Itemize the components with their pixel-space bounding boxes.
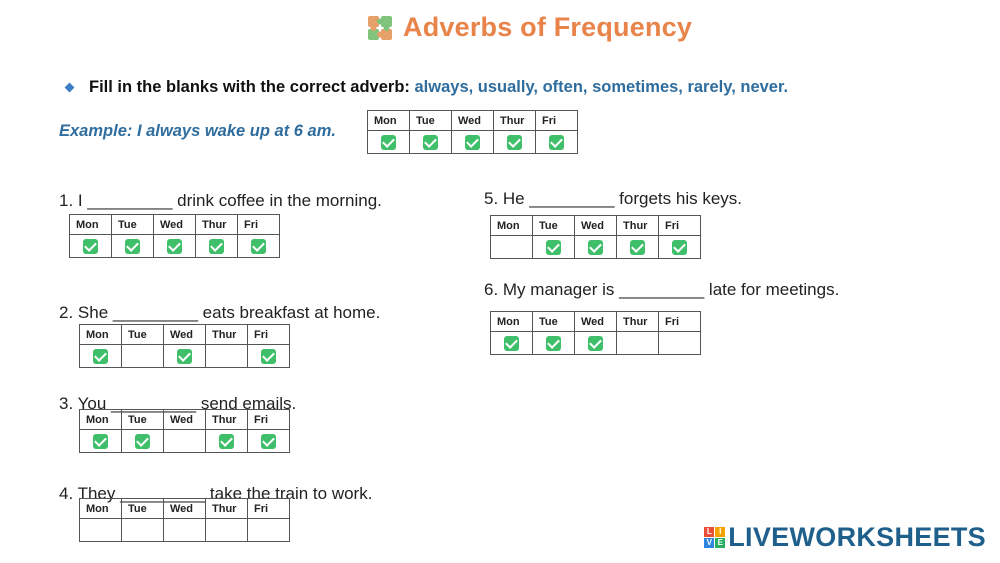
checkmark-icon bbox=[209, 239, 224, 254]
checkmark-icon bbox=[381, 135, 396, 150]
question-4-cell-tue bbox=[122, 519, 164, 542]
title-area bbox=[365, 12, 692, 43]
checkmark-icon bbox=[504, 336, 519, 351]
example-cell-tue bbox=[410, 131, 452, 154]
checkmark-icon bbox=[93, 434, 108, 449]
question-6-cell-fri bbox=[659, 332, 701, 355]
question-5-day-tue: Tue bbox=[533, 216, 575, 236]
question-6-day-thur: Thur bbox=[617, 312, 659, 332]
instruction bbox=[66, 78, 788, 97]
question-2-day-mon: Mon bbox=[80, 325, 122, 345]
question-3-cell-fri bbox=[248, 430, 290, 453]
example-cell-thur bbox=[494, 131, 536, 154]
checkmark-icon bbox=[588, 336, 603, 351]
question-3-day-table bbox=[79, 409, 290, 453]
question-2-day-wed: Wed bbox=[164, 325, 206, 345]
question-5-day-table bbox=[490, 215, 701, 259]
question-1: 1. I _________ drink coffee in the morning. bbox=[59, 191, 382, 210]
example-day-table bbox=[367, 110, 578, 154]
question-5-check-row bbox=[491, 236, 701, 259]
question-5: 5. He _________ forgets his keys. bbox=[484, 189, 742, 208]
question-3-day-fri: Fri bbox=[248, 410, 290, 430]
question-6-header-row bbox=[491, 312, 701, 332]
question-6-cell-thur bbox=[617, 332, 659, 355]
question-5-day-thur: Thur bbox=[617, 216, 659, 236]
question-1-cell-thur bbox=[196, 235, 238, 258]
checkmark-icon bbox=[423, 135, 438, 150]
question-2-cell-mon bbox=[80, 345, 122, 368]
example-cell-wed bbox=[452, 131, 494, 154]
question-4-day-fri: Fri bbox=[248, 499, 290, 519]
question-4-day-wed: Wed bbox=[164, 499, 206, 519]
question-1-day-tue: Tue bbox=[112, 215, 154, 235]
checkmark-icon bbox=[465, 135, 480, 150]
question-2-cell-tue bbox=[122, 345, 164, 368]
question-5-header-row bbox=[491, 216, 701, 236]
question-3-day-tue: Tue bbox=[122, 410, 164, 430]
question-3-cell-wed bbox=[164, 430, 206, 453]
question-4-day-table bbox=[79, 498, 290, 542]
question-4-day-tue: Tue bbox=[122, 499, 164, 519]
question-2-day-table bbox=[79, 324, 290, 368]
example-day-tue: Tue bbox=[410, 111, 452, 131]
checkmark-icon bbox=[588, 240, 603, 255]
brand-name: LIVEWORKSHEETS bbox=[728, 522, 986, 552]
question-5-cell-fri bbox=[659, 236, 701, 259]
question-3: 3. You _________ send emails. bbox=[59, 394, 297, 413]
question-6-check-row bbox=[491, 332, 701, 355]
question-3-day-wed: Wed bbox=[164, 410, 206, 430]
checkmark-icon bbox=[672, 240, 687, 255]
logo-letter-tile: L bbox=[704, 527, 714, 537]
page-title: Adverbs of Frequency bbox=[403, 12, 693, 42]
question-4-cell-wed bbox=[164, 519, 206, 542]
logo-letter-tile: E bbox=[715, 538, 725, 548]
logo-letter-tile: I bbox=[715, 527, 725, 537]
question-1-header-row bbox=[70, 215, 280, 235]
question-6-day-fri: Fri bbox=[659, 312, 701, 332]
example-day-fri: Fri bbox=[536, 111, 578, 131]
question-6-day-wed: Wed bbox=[575, 312, 617, 332]
question-3-check-row bbox=[80, 430, 290, 453]
question-1-check-row bbox=[70, 235, 280, 258]
checkmark-icon bbox=[261, 434, 276, 449]
logo-grid-icon bbox=[704, 527, 725, 548]
liveworksheets-logo[interactable] bbox=[704, 522, 986, 553]
checkmark-icon bbox=[167, 239, 182, 254]
checkmark-icon bbox=[630, 240, 645, 255]
checkmark-icon bbox=[135, 434, 150, 449]
question-1-day-mon: Mon bbox=[70, 215, 112, 235]
example-header-row bbox=[368, 111, 578, 131]
question-2-cell-fri bbox=[248, 345, 290, 368]
question-1-day-table bbox=[69, 214, 280, 258]
checkmark-icon bbox=[83, 239, 98, 254]
question-1-day-thur: Thur bbox=[196, 215, 238, 235]
question-1-cell-tue bbox=[112, 235, 154, 258]
question-6-cell-tue bbox=[533, 332, 575, 355]
example-check-row bbox=[368, 131, 578, 154]
question-2-cell-wed bbox=[164, 345, 206, 368]
instruction-lead: Fill in the blanks with the correct adverb: bbox=[89, 78, 410, 96]
question-2-day-fri: Fri bbox=[248, 325, 290, 345]
question-3-header-row bbox=[80, 410, 290, 430]
checkmark-icon bbox=[546, 336, 561, 351]
question-2-check-row bbox=[80, 345, 290, 368]
question-4-header-row bbox=[80, 499, 290, 519]
question-4: 4. They _________ take the train to work. bbox=[59, 484, 373, 503]
question-3-day-thur: Thur bbox=[206, 410, 248, 430]
question-2-cell-thur bbox=[206, 345, 248, 368]
example-cell-mon bbox=[368, 131, 410, 154]
question-4-cell-fri bbox=[248, 519, 290, 542]
question-5-cell-tue bbox=[533, 236, 575, 259]
question-4-day-mon: Mon bbox=[80, 499, 122, 519]
question-6-day-tue: Tue bbox=[533, 312, 575, 332]
question-1-day-wed: Wed bbox=[154, 215, 196, 235]
checkmark-icon bbox=[549, 135, 564, 150]
adverb-list: always, usually, often, sometimes, rarely, never. bbox=[414, 78, 789, 96]
puzzle-icon bbox=[365, 13, 395, 43]
example-day-mon: Mon bbox=[368, 111, 410, 131]
question-2-day-thur: Thur bbox=[206, 325, 248, 345]
question-6-day-table bbox=[490, 311, 701, 355]
question-2: 2. She _________ eats breakfast at home. bbox=[59, 303, 381, 322]
question-6: 6. My manager is _________ late for meetings. bbox=[484, 280, 840, 299]
question-6-day-mon: Mon bbox=[491, 312, 533, 332]
question-4-check-row bbox=[80, 519, 290, 542]
example-day-wed: Wed bbox=[452, 111, 494, 131]
question-4-day-thur: Thur bbox=[206, 499, 248, 519]
bullet-diamond-icon bbox=[65, 83, 75, 93]
question-1-cell-wed bbox=[154, 235, 196, 258]
question-3-cell-thur bbox=[206, 430, 248, 453]
checkmark-icon bbox=[261, 349, 276, 364]
question-6-cell-mon bbox=[491, 332, 533, 355]
logo-letter-tile: V bbox=[704, 538, 714, 548]
checkmark-icon bbox=[546, 240, 561, 255]
question-1-day-fri: Fri bbox=[238, 215, 280, 235]
question-4-cell-mon bbox=[80, 519, 122, 542]
question-5-day-wed: Wed bbox=[575, 216, 617, 236]
example-day-thur: Thur bbox=[494, 111, 536, 131]
question-2-header-row bbox=[80, 325, 290, 345]
question-1-cell-fri bbox=[238, 235, 280, 258]
checkmark-icon bbox=[125, 239, 140, 254]
example-sentence: Example: I always wake up at 6 am. bbox=[59, 122, 336, 140]
question-2-day-tue: Tue bbox=[122, 325, 164, 345]
example-cell-fri bbox=[536, 131, 578, 154]
question-4-cell-thur bbox=[206, 519, 248, 542]
question-5-cell-mon bbox=[491, 236, 533, 259]
question-5-cell-thur bbox=[617, 236, 659, 259]
checkmark-icon bbox=[251, 239, 266, 254]
question-6-cell-wed bbox=[575, 332, 617, 355]
question-5-day-mon: Mon bbox=[491, 216, 533, 236]
question-3-cell-tue bbox=[122, 430, 164, 453]
question-5-cell-wed bbox=[575, 236, 617, 259]
checkmark-icon bbox=[93, 349, 108, 364]
checkmark-icon bbox=[507, 135, 522, 150]
question-1-cell-mon bbox=[70, 235, 112, 258]
checkmark-icon bbox=[177, 349, 192, 364]
checkmark-icon bbox=[219, 434, 234, 449]
question-3-day-mon: Mon bbox=[80, 410, 122, 430]
question-5-day-fri: Fri bbox=[659, 216, 701, 236]
question-3-cell-mon bbox=[80, 430, 122, 453]
